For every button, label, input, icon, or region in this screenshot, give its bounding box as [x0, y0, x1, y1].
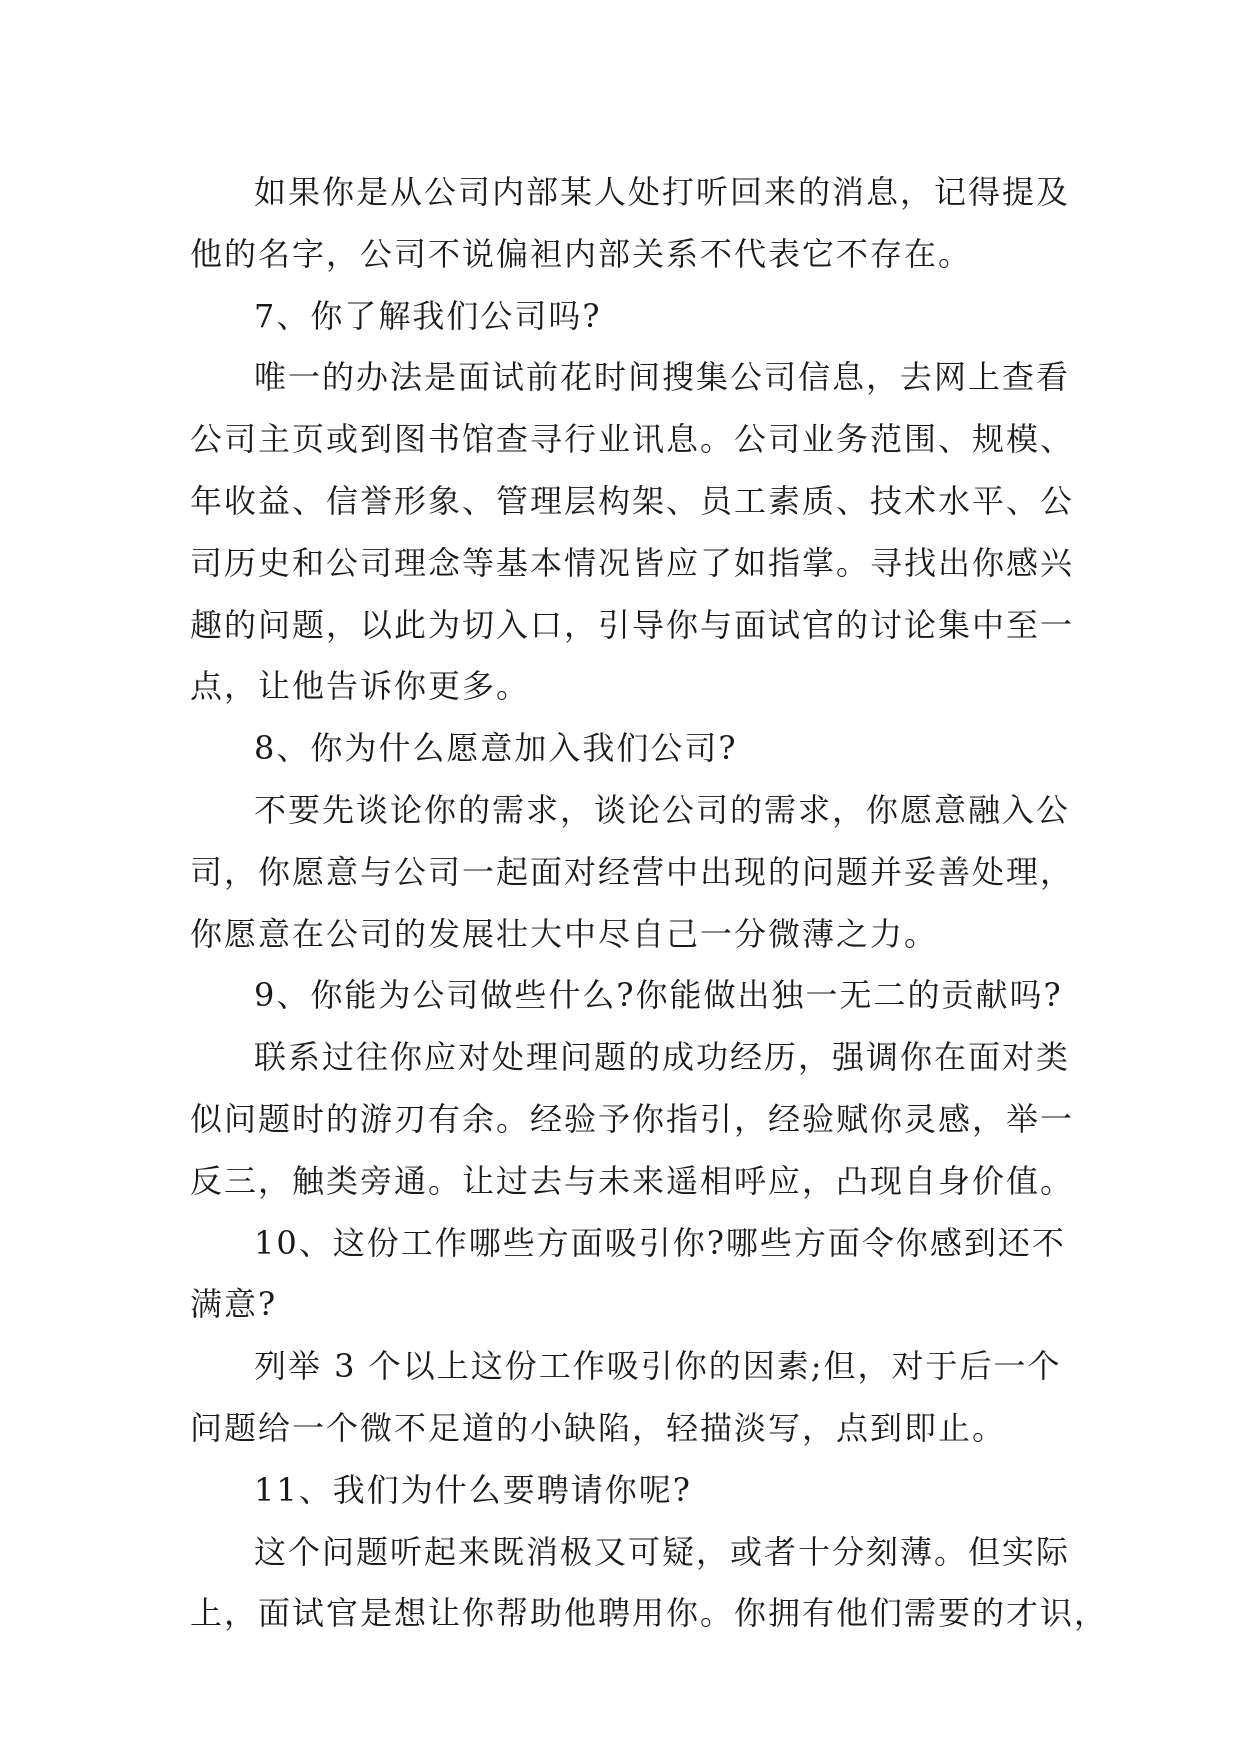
paragraph-line: 点，让他告诉你更多。	[190, 667, 531, 706]
question-heading: 9、你能为公司做些什么?你能做出独一无二的贡献吗?	[254, 976, 1063, 1015]
paragraph-line: 他的名字，公司不说偏袒内部关系不代表它不存在。	[190, 234, 973, 273]
question-heading: 10、这份工作哪些方面吸引你?哪些方面令你感到还不	[254, 1223, 1066, 1262]
paragraph-line: 司历史和公司理念等基本情况皆应了如指掌。寻找出你感兴	[190, 543, 1075, 582]
question-heading: 7、你了解我们公司吗?	[254, 296, 602, 335]
question-heading: 11、我们为什么要聘请你呢?	[254, 1470, 692, 1509]
paragraph-line: 反三，触类旁通。让过去与未来遥相呼应，凸现自身价值。	[190, 1161, 1075, 1200]
paragraph-line: 你愿意在公司的发展壮大中尽自己一分微薄之力。	[190, 914, 939, 953]
paragraph-line: 司，你愿意与公司一起面对经营中出现的问题并妥善处理，	[190, 852, 1075, 891]
paragraph-line: 列举 3 个以上这份工作吸引你的因素;但，对于后一个	[254, 1347, 1062, 1386]
paragraph-line: 趣的问题，以此为切入口，引导你与面试官的讨论集中至一	[190, 605, 1075, 644]
paragraph-line: 联系过往你应对处理问题的成功经历，强调你在面对类	[254, 1038, 1071, 1077]
document-body	[190, 162, 1109, 1645]
paragraph-line: 年收益、信誉形象、管理层构架、员工素质、技术水平、公	[190, 481, 1075, 520]
paragraph-line: 这个问题听起来既消极又可疑，或者十分刻薄。但实际	[254, 1532, 1071, 1571]
paragraph-line: 问题给一个微不足道的小缺陷，轻描淡写，点到即止。	[190, 1408, 1007, 1447]
paragraph-line: 如果你是从公司内部某人处打听回来的消息，记得提及	[254, 173, 1071, 211]
paragraph-line: 似问题时的游刃有余。经验予你指引，经验赋你灵感，举一	[190, 1099, 1075, 1138]
question-heading: 满意?	[190, 1285, 278, 1324]
paragraph-line: 不要先谈论你的需求，谈论公司的需求，你愿意融入公	[254, 790, 1071, 829]
paragraph-line: 公司主页或到图书馆查寻行业讯息。公司业务范围、规模、	[190, 420, 1075, 459]
question-heading: 8、你为什么愿意加入我们公司?	[254, 729, 738, 768]
paragraph-line: 唯一的办法是面试前花时间搜集公司信息，去网上查看	[254, 358, 1071, 397]
paragraph-line: 上，面试官是想让你帮助他聘用你。你拥有他们需要的才识，	[190, 1594, 1109, 1633]
